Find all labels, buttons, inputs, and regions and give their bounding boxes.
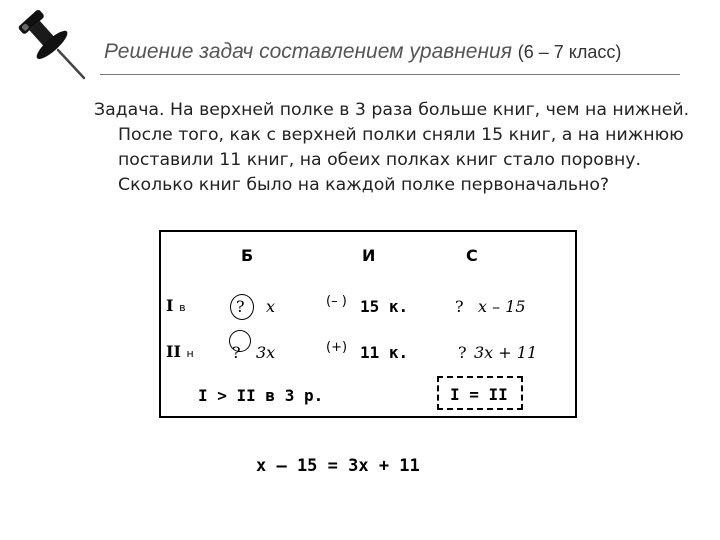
relation-text: I > II в 3 р. <box>198 386 324 405</box>
before-question: ? <box>232 343 241 362</box>
equation: x – 15 = 3x + 11 <box>256 456 420 476</box>
task-text <box>94 98 694 198</box>
header-after: С <box>466 246 478 265</box>
before-question: ? <box>236 297 245 316</box>
plus-sign: (+) <box>326 340 348 355</box>
task-paragraph: Задача. На верхней полке в 3 раза больше книг, чем на нижней. После того, как с верхней полки сняли 15 книг, а на нижнюю поставили 11 книг, на обеих полках книг стало поровну. Сколько книг было на каждой полке первоначально? <box>94 100 690 195</box>
header-change: И <box>362 246 376 265</box>
header-before: Б <box>241 246 254 265</box>
change-lower: 11 к. <box>360 343 409 362</box>
row-label-numeral: I <box>166 296 174 315</box>
row-label-sub: в <box>179 301 186 314</box>
pushpin-icon <box>8 2 88 82</box>
row-label-sub: н <box>186 347 194 360</box>
row-label-lower <box>166 342 194 361</box>
minus-sign: (– ) <box>326 294 347 309</box>
after-question-lower: ? <box>458 343 467 362</box>
after-expr-lower: 3x + 11 <box>474 343 538 362</box>
slide-title <box>104 40 621 64</box>
change-upper: 15 к. <box>360 297 409 316</box>
after-expr-upper: x – 15 <box>478 297 526 316</box>
title-grade: (6 – 7 класс) <box>517 42 622 62</box>
before-expr-lower: 3x <box>256 343 276 362</box>
before-expr-upper: x <box>266 297 276 316</box>
title-divider <box>100 74 680 75</box>
row-label-numeral: II <box>166 342 181 361</box>
after-question-upper: ? <box>455 297 464 316</box>
title-main: Решение задач составлением уравнения <box>104 40 512 63</box>
equality-text: I = II <box>450 385 508 404</box>
row-label-upper <box>166 296 186 315</box>
